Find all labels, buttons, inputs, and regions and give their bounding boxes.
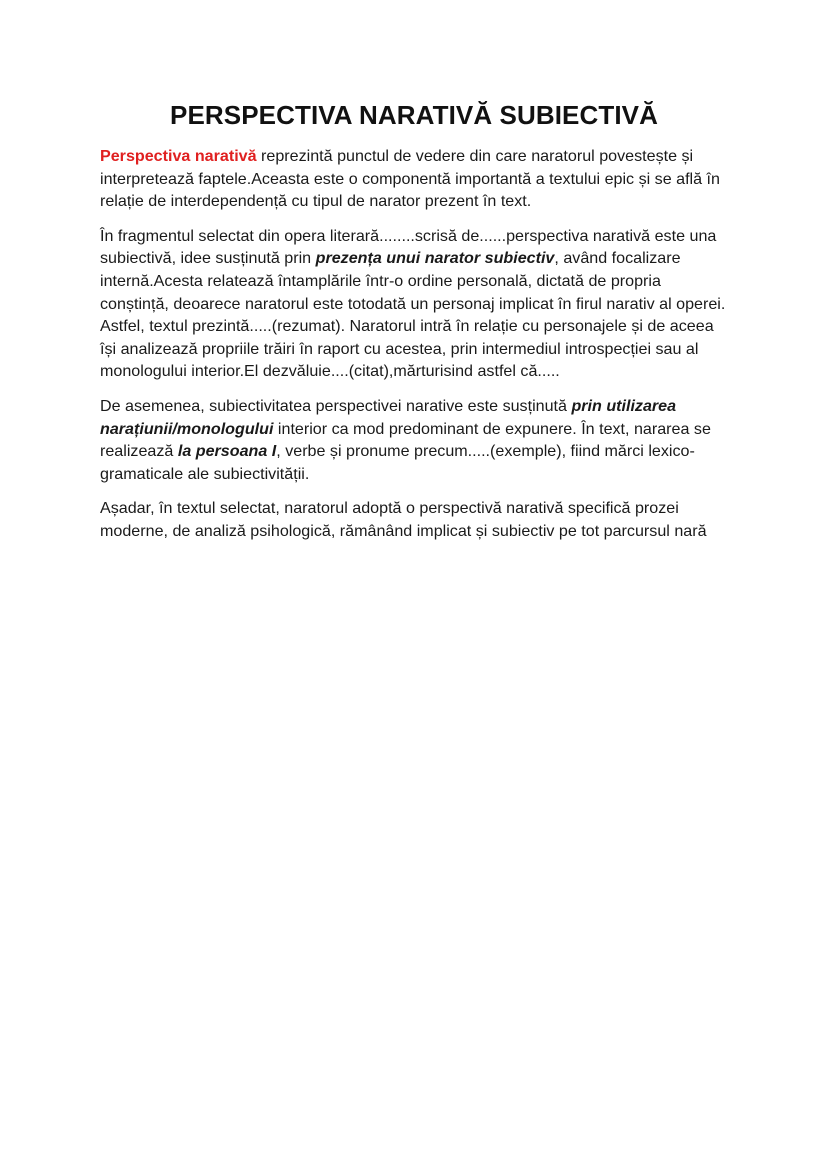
emphasized-phrase: la persoana I	[177, 442, 277, 461]
paragraph-text: interior ca mod predominant de expunere. În text, nararea se realizează	[100, 419, 711, 461]
paragraph-text: , având focalizare internă.Acesta relatează întamplările într-o ordine personală, dictată de propria conștință, deoarece naratorul este totodată un personaj implicat în firul narativ al operei. Astfel, textul prezintă.....(rezumat). Naratorul intră în relație cu personajele și de aceea își analizează propriile trăiri în raport cu acestea, prin intermediul introspecției sau al monologului interior.El dezvăluie....(citat),mărturisind astfel că.....	[100, 249, 726, 381]
page-title: PERSPECTIVA NARATIVĂ SUBIECTIVĂ	[170, 100, 658, 130]
document-body	[100, 145, 732, 555]
emphasized-phrase: prezența unui narator subiectiv	[315, 249, 555, 268]
paragraph-text: În fragmentul selectat din opera literară........scrisă de......perspectiva narativă este una subiectivă, idee susținută prin	[100, 226, 717, 268]
paragraph-subjectivity	[100, 395, 732, 485]
paragraph-text: De asemenea, subiectivitatea perspectivei narative este susținută	[100, 396, 572, 415]
paragraph-text: reprezintă punctul de vedere din care naratorul povestește și interpretează faptele.Aceasta este o componentă importantă a textului epic și se află în relație de interdependență cu tipul de narator prezent în text.	[100, 147, 720, 211]
paragraph-analysis	[100, 225, 732, 383]
paragraph-conclusion	[100, 497, 732, 542]
paragraph-text: Așadar, în textul selectat, naratorul adoptă o perspectivă narativă specifică prozei moderne, de analiză psihologică, rămânând implicat și subiectiv pe tot parcursul nară	[100, 499, 707, 540]
paragraph-definition	[100, 145, 732, 213]
emphasized-phrase: prin utilizarea narațiunii/monologului	[100, 396, 677, 438]
paragraph-text: , verbe și pronume precum.....(exemple), fiind mărci lexico-gramaticale ale subiectivității.	[100, 442, 695, 483]
highlighted-term: Perspectiva narativă	[100, 147, 257, 165]
